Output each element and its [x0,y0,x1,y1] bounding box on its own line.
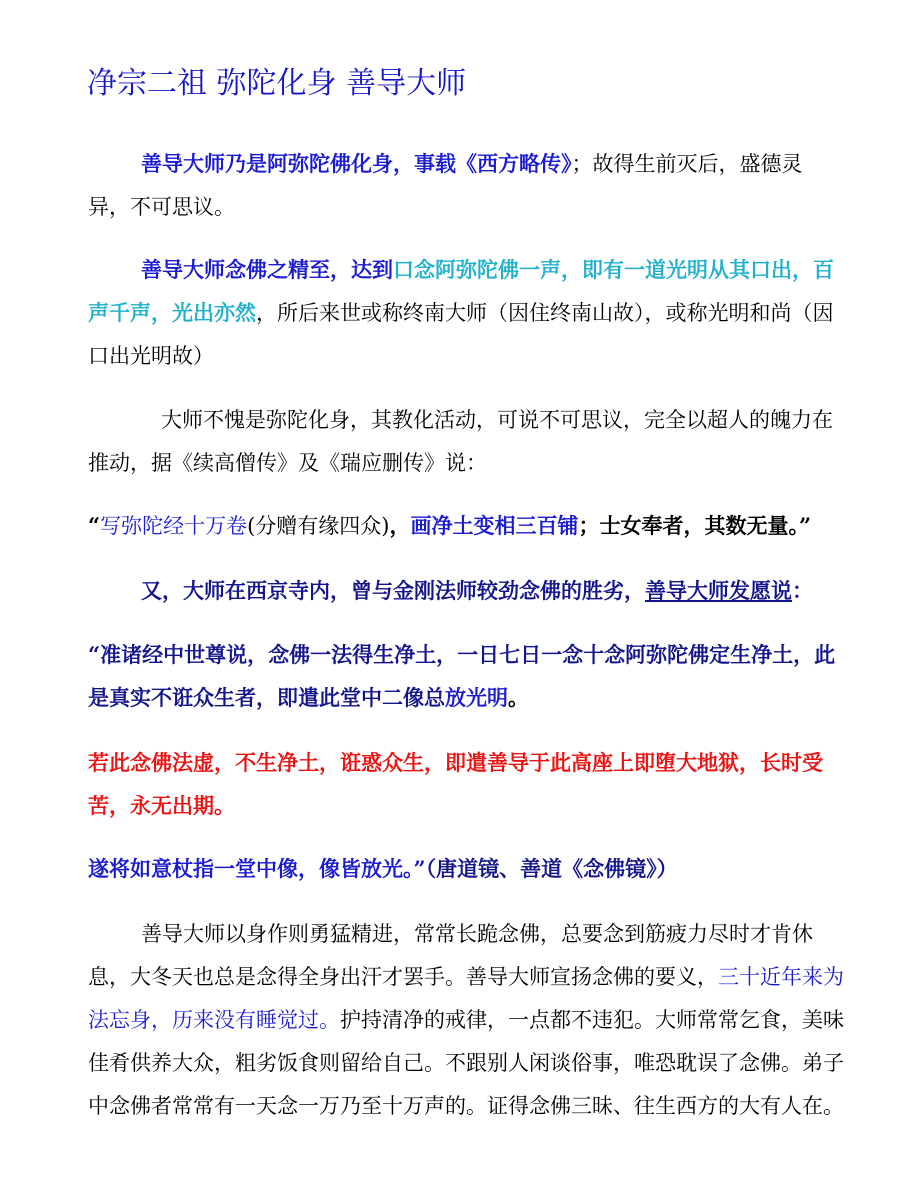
paragraph-5-line-4 [88,1049,844,1077]
text-segment: 异，不可思议。 [88,195,235,219]
paragraph-3-line-1 [161,406,833,434]
text-segment: 遂将如意杖指一堂中像，像皆放光。” [88,856,426,881]
paragraph-3-line-2 [88,449,487,477]
text-segment: 口出光明故） [88,344,214,368]
text-segment: 大师不愧是弥陀化身，其教化活动，可说不可思议，完全以超人的魄力在 [161,408,833,432]
text-segment: ；故得生前灭后，盛德灵 [571,152,803,176]
text-segment: 三十近年来为 [718,965,844,989]
vow-3 [88,855,678,883]
text-segment: （唐道镜、善道《念佛镜》） [425,856,678,881]
text-segment: 法忘身，历来没有睡觉过。 [88,1008,340,1032]
vow-1-line-2 [88,684,529,712]
paragraph-2-line-3 [88,342,214,370]
paragraph-5-line-1 [141,920,813,948]
paragraph-1-line-1 [141,150,803,178]
text-segment: 声千声，光出亦然 [88,300,256,325]
text-segment: 是真实不诳众生者，即遣此堂中二像总 [88,685,445,710]
text-segment: 善导大师念佛之精至，达到 [141,257,393,282]
text-segment: 息，大冬天也总是念得全身出汗才罢手。善导大师宣扬念佛的要义， [88,965,718,989]
text-segment: ；士女奉者，其数无量。” [578,513,812,538]
paragraph-2-line-1 [141,256,834,284]
text-segment: ： [792,578,813,603]
text-segment: (分赠有缘四众) [247,514,390,538]
text-segment: 护持清净的戒律，一点都不违犯。大师常常乞食，美味 [340,1008,844,1032]
text-segment: ， [389,513,411,538]
text-segment: “准诸经中世尊说，念佛一法得生净土，一日七日一念十念阿弥陀佛定生净土，此 [88,642,836,667]
text-segment: 若此念佛法虚，不生净土，诳惑众生，即遣善导于此高座上即堕大地狱，长时受 [88,750,823,775]
paragraph-4 [141,577,813,605]
text-segment: 。 [508,685,529,710]
text-segment: 善导大师发愿说 [645,578,792,603]
text-segment: 画净土变相三百铺 [410,513,579,538]
text-segment: 善导大师以身作则勇猛精进，常常长跪念佛，总要念到筋疲力尽时才肯休 [141,922,813,946]
text-segment: 佳肴供养大众，粗劣饭食则留给自己。不跟别人闲谈俗事，唯恐耽误了念佛。弟子 [88,1051,844,1075]
text-segment: 苦，永无出期。 [88,793,235,818]
text-segment: 善导大师乃是阿弥陀佛化身，事载《西方略传》 [141,151,572,176]
paragraph-5-line-3 [88,1006,844,1034]
paragraph-5-line-5 [88,1092,844,1120]
paragraph-5-line-2 [88,963,844,991]
text-segment: 口念阿弥陀佛一声，即有一道光明从其口出，百 [393,257,834,282]
text-segment: 写弥陀经十万卷 [100,514,248,538]
vow-2-line-2 [88,792,235,820]
paragraph-1-line-2 [88,193,235,221]
text-segment: ，所后来世或称终南大师（因住终南山故），或称光明和尚（因 [256,301,834,325]
text-segment: 放光明 [445,685,508,710]
text-segment: 推动，据《续高僧传》及《瑞应删传》说： [88,451,487,475]
text-segment: 又，大师在西京寺内，曾与金刚法师较劲念佛的胜劣， [141,578,645,603]
vow-1-line-1 [88,641,835,669]
paragraph-2-line-2 [88,299,834,327]
vow-2-line-1 [88,749,823,777]
quote-1 [88,512,811,540]
text-segment: “ [88,513,101,538]
text-segment: 中念佛者常常有一天念一万乃至十万声的。证得念佛三昧、往生西方的大有人在。 [88,1094,844,1118]
page-title: 净宗二祖 弥陀化身 善导大师 [87,66,467,101]
